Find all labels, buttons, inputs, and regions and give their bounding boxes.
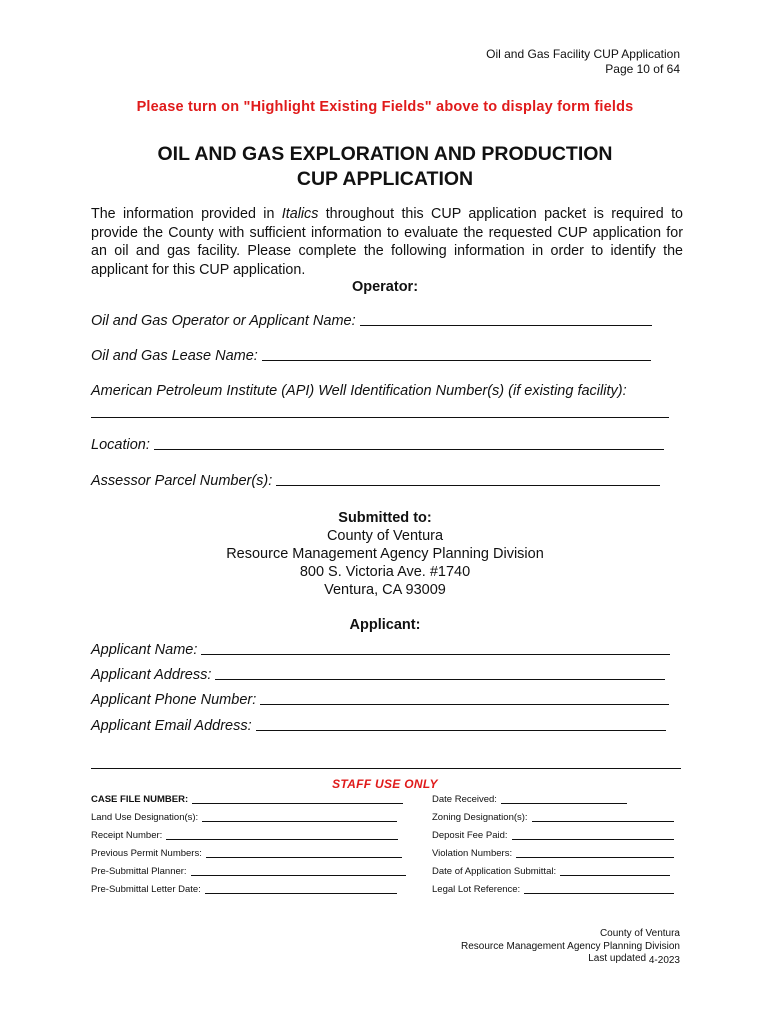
address-line-3: 800 S. Victoria Ave. #1740 [299, 564, 471, 580]
api-number-label: American Petroleum Institute (API) Well Identification Number(s) (if existing facility): [91, 383, 627, 399]
intro-italic-word: Italics [281, 206, 319, 222]
last-updated-date: 4-2023 [648, 955, 680, 966]
planner-input-line[interactable] [191, 874, 406, 876]
deposit-fee-label: Deposit Fee Paid: [432, 830, 508, 841]
date-received-field[interactable] [432, 794, 627, 805]
location-label: Location: [91, 437, 150, 453]
receipt-number-input-line[interactable] [166, 838, 398, 840]
applicant-address-label: Applicant Address: [91, 667, 212, 683]
legal-lot-input-line[interactable] [524, 892, 674, 894]
applicant-address-field[interactable] [91, 667, 665, 683]
letter-date-input-line[interactable] [205, 892, 397, 894]
operator-heading: Operator: [351, 279, 419, 295]
operator-name-input-line[interactable] [360, 324, 652, 326]
footer-line-1: County of Ventura [599, 928, 680, 939]
location-field[interactable] [91, 437, 664, 453]
lease-name-input-line[interactable] [262, 359, 651, 361]
zoning-field[interactable] [432, 812, 674, 823]
violation-numbers-field[interactable] [432, 848, 674, 859]
lease-name-label: Oil and Gas Lease Name: [91, 348, 258, 364]
date-application-input-line[interactable] [560, 874, 670, 876]
page-title [0, 142, 770, 192]
last-updated-label: Last updated [588, 953, 647, 964]
applicant-email-input-line[interactable] [256, 729, 666, 731]
date-received-label: Date Received: [432, 794, 497, 805]
apn-input-line[interactable] [276, 484, 660, 486]
legal-lot-label: Legal Lot Reference: [432, 884, 521, 895]
address-line-4: Ventura, CA 93009 [324, 582, 446, 598]
applicant-email-label: Applicant Email Address: [91, 718, 252, 734]
intro-text-before: The information provided in [91, 206, 282, 222]
location-input-line[interactable] [154, 448, 664, 450]
applicant-heading: Applicant: [349, 617, 421, 633]
previous-permit-field[interactable] [91, 848, 402, 859]
lease-name-field[interactable] [91, 348, 651, 364]
case-file-label: CASE FILE NUMBER: [91, 794, 189, 805]
letter-date-field[interactable] [91, 884, 397, 895]
date-application-label: Date of Application Submittal: [432, 866, 557, 877]
land-use-label: Land Use Designation(s): [91, 812, 199, 823]
previous-permit-label: Previous Permit Numbers: [91, 848, 202, 859]
title-line-1: OIL AND GAS EXPLORATION AND PRODUCTION [157, 143, 613, 165]
case-file-field[interactable] [91, 794, 403, 805]
operator-name-label: Oil and Gas Operator or Applicant Name: [91, 313, 356, 329]
letter-date-label: Pre-Submittal Letter Date: [91, 884, 201, 895]
land-use-input-line[interactable] [202, 820, 397, 822]
applicant-name-input-line[interactable] [201, 653, 670, 655]
legal-lot-field[interactable] [432, 884, 674, 895]
highlight-fields-notice: Please turn on "Highlight Existing Fields" above to display form fields [136, 99, 634, 115]
zoning-input-line[interactable] [532, 820, 674, 822]
page-header [486, 47, 680, 77]
intro-paragraph [91, 205, 683, 279]
zoning-label: Zoning Designation(s): [432, 812, 528, 823]
applicant-phone-input-line[interactable] [260, 703, 669, 705]
applicant-phone-field[interactable] [91, 692, 669, 708]
deposit-fee-field[interactable] [432, 830, 674, 841]
intro-text-after: throughout this CUP application packet is required to provide the County with sufficient information to evaluate the requested CUP application for an oil and gas facility. Please complete the following information in order to identify the applicant for this CUP application. [91, 206, 683, 278]
planner-field[interactable] [91, 866, 406, 877]
address-line-2: Resource Management Agency Planning Division [226, 546, 544, 562]
violation-numbers-input-line[interactable] [516, 856, 674, 858]
staff-section-divider [91, 768, 681, 769]
header-doc-title: Oil and Gas Facility CUP Application [486, 47, 680, 61]
applicant-name-label: Applicant Name: [91, 642, 198, 658]
submitted-to-heading: Submitted to: [338, 510, 432, 526]
violation-numbers-label: Violation Numbers: [432, 848, 513, 859]
apn-label: Assessor Parcel Number(s): [91, 473, 273, 489]
footer-line-2: Resource Management Agency Planning Division [460, 940, 680, 952]
address-line-1: County of Ventura [326, 528, 444, 544]
case-file-input-line[interactable] [192, 802, 403, 804]
api-number-field [91, 383, 627, 399]
date-application-field[interactable] [432, 866, 670, 877]
deposit-fee-input-line[interactable] [512, 838, 674, 840]
submitted-address [0, 527, 770, 599]
header-page-number: Page 10 of 64 [605, 62, 680, 76]
receipt-number-label: Receipt Number: [91, 830, 163, 841]
applicant-address-input-line[interactable] [215, 678, 665, 680]
date-received-input-line[interactable] [501, 802, 627, 804]
applicant-email-field[interactable] [91, 718, 666, 734]
previous-permit-input-line[interactable] [206, 856, 402, 858]
staff-use-heading: STAFF USE ONLY [332, 777, 438, 791]
page-footer [461, 928, 680, 966]
footer-last-updated [461, 953, 680, 966]
land-use-field[interactable] [91, 812, 397, 823]
title-line-2: CUP APPLICATION [296, 168, 474, 190]
operator-name-field[interactable] [91, 313, 652, 329]
applicant-phone-label: Applicant Phone Number: [91, 692, 257, 708]
planner-label: Pre-Submittal Planner: [91, 866, 187, 877]
apn-field[interactable] [91, 473, 660, 489]
receipt-number-field[interactable] [91, 830, 398, 841]
api-number-input-line[interactable] [91, 417, 669, 418]
applicant-name-field[interactable] [91, 642, 670, 658]
